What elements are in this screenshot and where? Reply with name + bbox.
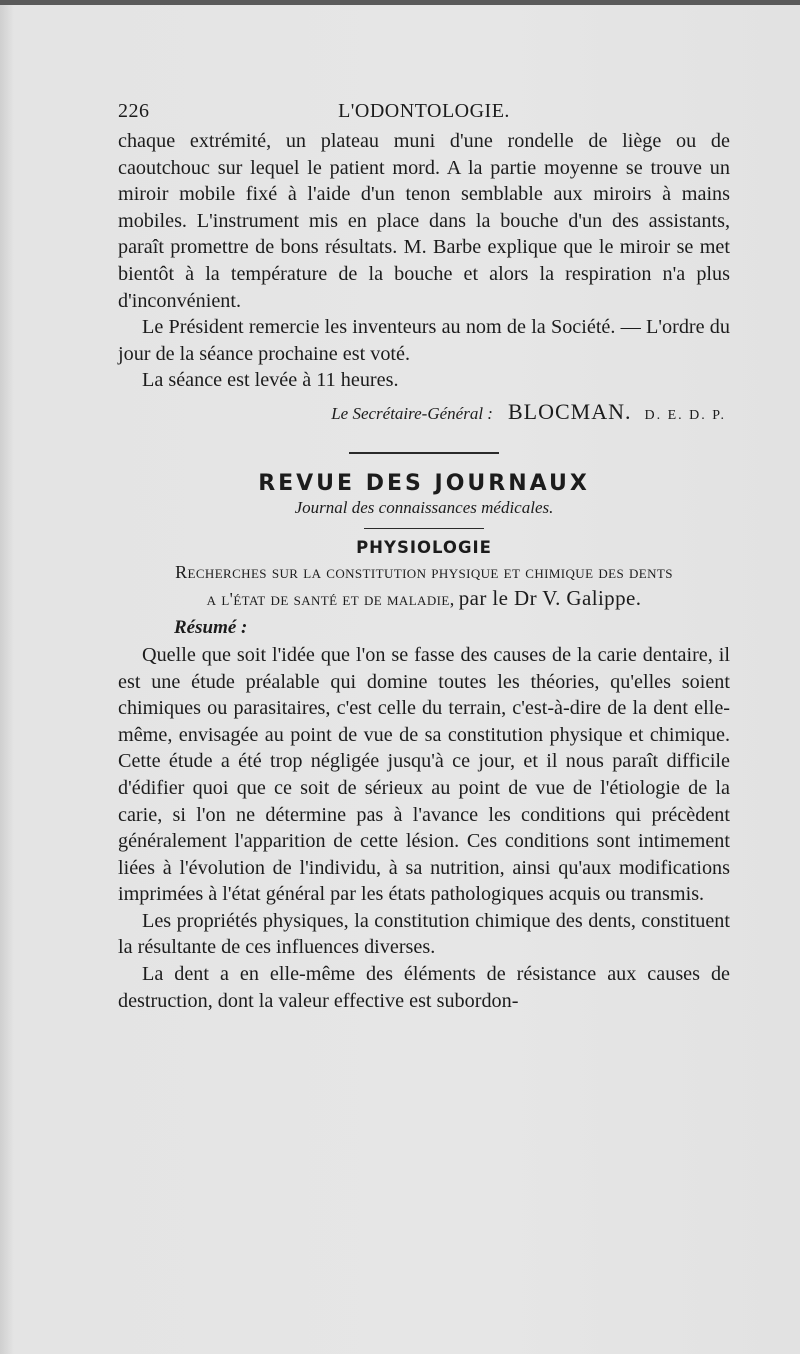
article-author: par le Dr V. Galippe. [458,585,642,610]
article-paragraph-1: Quelle que soit l'idée que l'on se fasse des causes de la carie dentaire, il est une étude préalable qui domine toutes les théories, qu'elles soient chimiques ou parasitaires, c'est celle du terrain, c'est-à-dire de la dent elle-même, envisagée au point de vue de sa constitution physique et chimique. Cette étude a été trop négligée jusqu'à ce jour, et il nous paraît difficile d'édifier quoi que ce soit de sérieux au point de vue de l'étiologie de la carie, si l'on ne détermine pas à l'avance les conditions qui précèdent généralement l'apparition de cette lésion. Ces conditions sont intimement liées à l'évolution de l'individu, à sa nutrition, ainsi qu'aux modifications imprimées à l'état général par les états pathologiques acquis ou transmis. [118,643,730,906]
article-title-line2 [118,585,730,614]
article-paragraph-2: Les propriétés physiques, la constitution chimique des dents, constituent la résultante de ces influences diverses. [118,909,730,959]
scan-edge [0,0,800,5]
paragraph-continuation: chaque extrémité, un plateau muni d'une rondelle de liège ou de caoutchouc sur lequel le patient mord. A la partie moyenne se trouve un miroir mobile fixé à l'aide d'un tenon semblable aux miroirs à mains mobiles. L'instrument mis en place dans la bouche d'un des assistants, paraît promettre de bons résultats. M. Barbe explique que le miroir se met bientôt à la température de la bouche et alors la respiration n'a plus d'inconvénient. [118,130,730,312]
page-number: 226 [118,100,150,122]
signature-title: D. E. D. P. [644,407,726,423]
paragraph-seance: La séance est levée à 11 heures. [142,369,399,392]
paragraph-president: Le Président remercie les inventeurs au nom de la Société. — L'ordre du jour de la séance prochaine est voté. [118,316,730,365]
article-title-line1: Recherches sur la constitution physique et chimique des dents [175,561,673,582]
section-heading: PHYSIOLOGIE [356,537,492,557]
revue-subtitle: Journal des connaissances médicales. [294,497,554,517]
signature-name: BLOCMAN. [507,398,632,424]
signature-line [118,398,730,430]
article-paragraph-3: La dent a en elle-même des éléments de résistance aux causes de destruction, dont la valeur effective est subordon- [118,963,730,1012]
running-head [118,100,730,128]
signature-label: Le Secrétaire-Général : [331,403,493,423]
article-title-line2-a: a l'état de santé et de maladie, [206,588,455,609]
resume-label: Résumé : [174,616,248,638]
journal-title: L'ODONTOLOGIE. [338,100,510,122]
article-title [118,559,730,614]
text-column [118,100,730,1014]
revue-title: REVUE DES JOURNAUX [258,470,590,496]
